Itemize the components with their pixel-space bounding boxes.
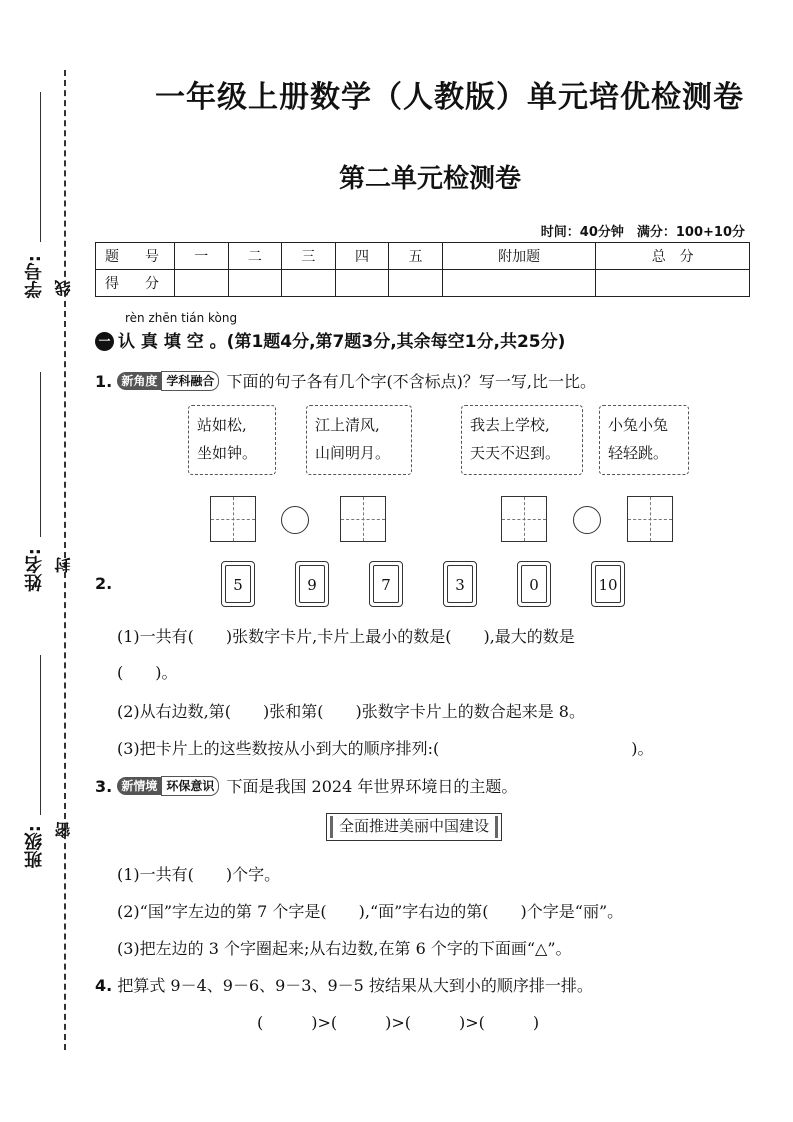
number-card-value: 10	[595, 565, 621, 603]
name-label: 姓名:	[24, 548, 45, 592]
number-card	[369, 561, 403, 607]
q4-answer-blanks[interactable]: ( )>( )>( )>( )	[257, 1013, 540, 1032]
header-cell: 附加题	[442, 243, 596, 270]
poem-line: 轻轻跳。	[608, 444, 669, 462]
poem-line: 小兔小兔	[608, 416, 669, 434]
header-cell: 三	[282, 243, 336, 270]
poem-card	[306, 405, 412, 475]
score-cell[interactable]	[175, 270, 229, 297]
question-number: 4.	[95, 976, 113, 995]
question-number: 3.	[95, 777, 113, 796]
tag-subject-fusion: 学科融合	[161, 371, 219, 391]
unit-title: 第二单元检测卷	[338, 164, 521, 194]
number-card-value: 7	[373, 565, 399, 603]
header-cell: 五	[389, 243, 443, 270]
score-cell[interactable]	[596, 270, 750, 297]
section-number-icon: 一	[95, 332, 114, 351]
q2-sub1-line2: ( )。	[117, 663, 178, 682]
number-card	[443, 561, 477, 607]
question-number: 1.	[95, 372, 113, 391]
score-cell[interactable]	[228, 270, 282, 297]
poem-line: 天天不迟到。	[470, 444, 561, 462]
score-cell[interactable]	[442, 270, 596, 297]
poem-line: 坐如钟。	[197, 444, 258, 462]
score-table-header-row	[96, 243, 750, 270]
answer-grid-box[interactable]	[210, 496, 256, 542]
header-cell: 一	[175, 243, 229, 270]
q2-sub1-line1: (1)一共有( )张数字卡片,卡片上最小的数是( ),最大的数是	[117, 627, 575, 646]
number-card	[591, 561, 625, 607]
poem-line: 我去上学校,	[470, 416, 550, 434]
margin-word-mi: 密	[54, 822, 73, 838]
student-id-label: 学号:	[24, 255, 45, 299]
tag-new-angle: 新角度	[117, 372, 161, 390]
section-title: 认 真 填 空 。(第1题4分,第7题3分,其余每空1分,共25分)	[118, 332, 566, 352]
poem-card	[461, 405, 583, 475]
score-cell[interactable]	[335, 270, 389, 297]
question-number: 2.	[95, 574, 113, 593]
q3-sub1: (1)一共有( )个字。	[117, 865, 281, 884]
q3-sub2: (2)“国”字左边的第 7 个字是( ),“面”字右边的第( )个字是“丽”。	[117, 902, 624, 921]
number-card-value: 3	[447, 565, 473, 603]
score-cell[interactable]	[389, 270, 443, 297]
header-cell: 二	[228, 243, 282, 270]
question-text: 把算式 9－4、9－6、9－3、9－5 按结果从大到小的顺序排一排。	[117, 976, 593, 995]
header-cell: 四	[335, 243, 389, 270]
poem-card	[188, 405, 276, 475]
tag-environment: 环保意识	[161, 776, 219, 796]
question-text: 下面是我国 2024 年世界环境日的主题。	[226, 777, 518, 796]
answer-grid-box[interactable]	[340, 496, 386, 542]
tag-new-context: 新情境	[117, 777, 161, 795]
number-card	[221, 561, 255, 607]
question-1	[95, 369, 596, 392]
question-3	[95, 774, 517, 797]
poem-card	[599, 405, 689, 475]
header-cell: 题 号	[96, 243, 175, 270]
main-title: 一年级上册数学（人教版）单元培优检测卷	[155, 80, 744, 115]
time-score-info: 时间：40分钟 满分：100+10分	[540, 225, 745, 240]
name-blank	[40, 372, 41, 537]
slogan-box: 全面推进美丽中国建设	[326, 813, 502, 841]
section-heading	[95, 327, 565, 352]
answer-grid-box[interactable]	[501, 496, 547, 542]
q2-sub3: (3)把卡片上的这些数按从小到大的顺序排列:( )。	[117, 739, 654, 758]
header-cell: 总 分	[596, 243, 750, 270]
q3-sub3: (3)把左边的 3 个字圈起来;从右边数,在第 6 个字的下面画“△”。	[117, 939, 572, 958]
poem-line: 江上清风,	[315, 416, 380, 434]
compare-circle[interactable]	[281, 506, 309, 534]
number-card-value: 0	[521, 565, 547, 603]
margin-word-feng: 封	[54, 557, 73, 573]
number-card	[517, 561, 551, 607]
class-blank	[40, 655, 41, 815]
number-card-value: 5	[225, 565, 251, 603]
q2-sub2: (2)从右边数,第( )张和第( )张数字卡片上的数合起来是 8。	[117, 702, 585, 721]
answer-grid-box[interactable]	[627, 496, 673, 542]
poem-line: 站如松,	[197, 416, 247, 434]
number-card-value: 9	[299, 565, 325, 603]
score-row-label: 得 分	[96, 270, 175, 297]
question-2-number	[95, 574, 112, 593]
margin-word-xian: 线	[54, 280, 73, 296]
poem-line: 山间明月。	[315, 444, 391, 462]
number-card	[295, 561, 329, 607]
question-4	[95, 973, 593, 996]
score-table	[95, 242, 750, 297]
score-cell[interactable]	[282, 270, 336, 297]
compare-circle[interactable]	[573, 506, 601, 534]
class-label: 班级:	[24, 825, 45, 869]
question-text: 下面的句子各有几个字(不含标点)？写一写,比一比。	[226, 372, 597, 391]
score-table-score-row	[96, 270, 750, 297]
section-pinyin: rèn zhēn tián kòng	[125, 311, 238, 325]
